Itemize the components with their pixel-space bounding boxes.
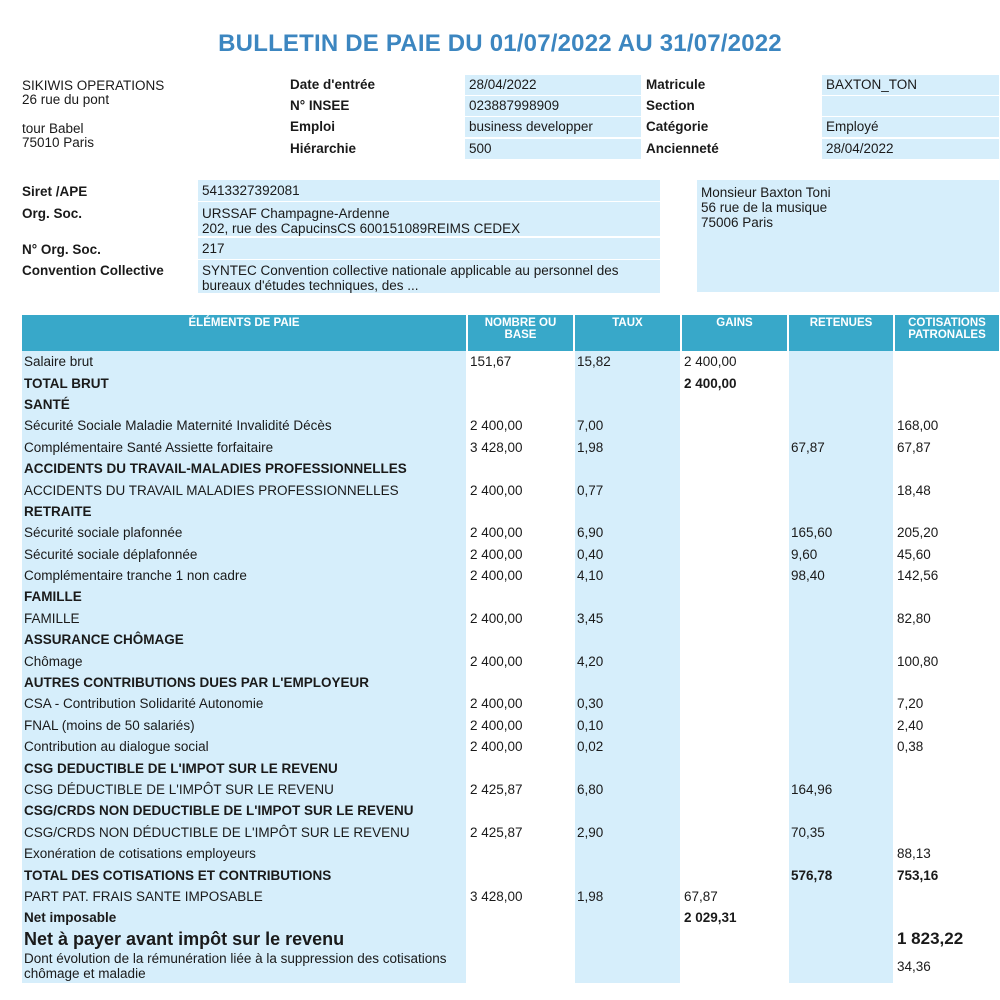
cotisations-cell: 753,16 <box>897 867 939 883</box>
taux-cell <box>575 501 680 522</box>
base-cell <box>468 757 573 778</box>
gains-cell <box>682 586 787 607</box>
table-row <box>22 415 999 436</box>
matricule-label: Matricule <box>646 77 706 92</box>
element-cell: Contribution au dialogue social <box>22 736 466 757</box>
base-cell <box>468 907 573 928</box>
gains-cell <box>682 822 787 843</box>
insee-label: N° INSEE <box>290 98 350 113</box>
gains-cell <box>682 779 787 800</box>
element-cell: Net à payer avant impôt sur le revenu <box>22 929 466 950</box>
base-cell <box>468 394 573 415</box>
gains-cell <box>682 415 787 436</box>
table-row <box>22 779 999 800</box>
employer-name: SIKIWIS OPERATIONS <box>22 78 165 93</box>
cotisations-cell <box>895 907 999 928</box>
emploi-label: Emploi <box>290 119 336 134</box>
table-row <box>22 351 999 372</box>
element-cell: FAMILLE <box>22 586 466 607</box>
gains-cell <box>682 950 787 983</box>
element-cell: TOTAL DES COTISATIONS ET CONTRIBUTIONS <box>22 864 466 885</box>
retenues-cell <box>789 650 893 671</box>
cotisations-cell: 67,87 <box>897 439 931 455</box>
table-row <box>22 565 999 586</box>
payroll-table <box>20 315 1000 983</box>
element-cell: FNAL (moins de 50 salariés) <box>22 715 466 736</box>
gains-cell: 2 029,31 <box>684 910 737 926</box>
table-row <box>22 437 999 458</box>
base-cell: 2 400,00 <box>470 482 523 498</box>
base-cell <box>468 843 573 864</box>
table-row <box>22 822 999 843</box>
matricule-value: BAXTON_TON <box>822 75 999 95</box>
emploi-value: business developper <box>465 117 641 137</box>
table-row <box>22 907 999 928</box>
taux-cell <box>575 907 680 928</box>
taux-cell: 1,98 <box>575 437 680 458</box>
element-cell: PART PAT. FRAIS SANTE IMPOSABLE <box>22 886 466 907</box>
table-row <box>22 864 999 885</box>
taux-cell: 0,02 <box>575 736 680 757</box>
categorie-value: Employé <box>822 117 999 137</box>
cotisations-cell <box>895 886 999 907</box>
element-cell: ASSURANCE CHÔMAGE <box>22 629 466 650</box>
retenues-cell: 98,40 <box>789 565 893 586</box>
base-cell: 2 425,87 <box>470 782 523 797</box>
gains-cell <box>682 693 787 714</box>
retenues-cell <box>789 800 893 821</box>
date-entree-label: Date d'entrée <box>290 77 375 92</box>
cotisations-cell: 0,38 <box>897 739 924 755</box>
base-cell: 2 400,00 <box>470 610 523 626</box>
retenues-cell <box>789 372 893 393</box>
cotisations-cell: 34,36 <box>897 958 931 974</box>
hierarchie-label: Hiérarchie <box>290 141 357 156</box>
cotisations-cell: 205,20 <box>897 525 939 541</box>
convention-label: Convention Collective <box>22 263 164 278</box>
taux-cell: 3,45 <box>575 608 680 629</box>
cotisations-cell: 142,56 <box>897 568 939 584</box>
table-row <box>22 886 999 907</box>
table-row <box>22 629 999 650</box>
retenues-cell <box>789 608 893 629</box>
taux-cell <box>575 672 680 693</box>
retenues-cell <box>789 394 893 415</box>
cotisations-cell <box>895 822 999 843</box>
cotisations-cell: 2,40 <box>897 717 924 733</box>
taux-cell: 7,00 <box>575 415 680 436</box>
retenues-cell: 9,60 <box>789 544 893 565</box>
gains-cell <box>682 501 787 522</box>
n-org-soc-label: N° Org. Soc. <box>22 242 101 257</box>
insee-value: 023887998909 <box>465 96 641 116</box>
element-cell: Sécurité Sociale Maladie Maternité Invalidité Décès <box>22 415 466 436</box>
table-row <box>22 843 999 864</box>
convention-line2: bureaux d'études techniques, des ... <box>202 278 419 293</box>
taux-cell <box>575 757 680 778</box>
base-cell: 151,67 <box>470 354 512 370</box>
taux-cell: 0,10 <box>575 715 680 736</box>
base-cell: 2 400,00 <box>470 717 523 733</box>
gains-cell <box>682 522 787 543</box>
base-cell: 2 400,00 <box>470 739 523 755</box>
org-soc-label: Org. Soc. <box>22 206 83 221</box>
taux-cell <box>575 843 680 864</box>
cotisations-cell <box>895 372 999 393</box>
employee-name: Monsieur Baxton Toni <box>701 185 831 200</box>
employee-address-line1: 56 rue de la musique <box>701 200 828 215</box>
taux-cell: 2,90 <box>575 822 680 843</box>
element-cell: FAMILLE <box>22 608 466 629</box>
element-cell: TOTAL BRUT <box>22 372 466 393</box>
org-soc-line1: URSSAF Champagne-Ardenne <box>202 206 390 221</box>
taux-cell: 1,98 <box>575 886 680 907</box>
employer-address-line2: tour Babel <box>22 121 84 136</box>
table-row <box>22 586 999 607</box>
siret-value: 5413327392081 <box>198 180 660 201</box>
cotisations-cell: 1 823,22 <box>897 929 964 949</box>
base-cell <box>468 501 573 522</box>
base-cell <box>468 929 573 950</box>
element-cell: CSG/CRDS NON DÉDUCTIBLE DE L'IMPÔT SUR LE REVENU <box>22 822 466 843</box>
cotisations-cell <box>895 586 999 607</box>
cotisations-cell: 7,20 <box>897 696 924 712</box>
element-cell: CSG DEDUCTIBLE DE L'IMPOT SUR LE REVENU <box>22 757 466 778</box>
header-elements: ÉLÉMENTS DE PAIE <box>22 315 466 351</box>
base-cell: 2 400,00 <box>470 696 523 712</box>
base-cell <box>468 629 573 650</box>
gains-cell <box>682 864 787 885</box>
table-row <box>22 929 999 950</box>
employee-address-line2: 75006 Paris <box>701 215 774 230</box>
element-cell: Sécurité sociale plafonnée <box>22 522 466 543</box>
gains-cell <box>682 479 787 500</box>
table-row <box>22 650 999 671</box>
taux-cell: 4,20 <box>575 650 680 671</box>
cotisations-cell <box>895 672 999 693</box>
retenues-cell <box>789 586 893 607</box>
taux-cell: 0,30 <box>575 693 680 714</box>
gains-cell: 2 400,00 <box>684 354 737 370</box>
retenues-cell <box>789 458 893 479</box>
retenues-cell <box>789 629 893 650</box>
taux-cell <box>575 586 680 607</box>
table-row <box>22 736 999 757</box>
header-retenues: RETENUES <box>789 315 893 351</box>
taux-cell <box>575 394 680 415</box>
element-cell: Chômage <box>22 650 466 671</box>
payroll-table-body <box>22 351 999 983</box>
siret-label: Siret /APE <box>22 184 88 199</box>
element-cell: Net imposable <box>22 907 466 928</box>
base-cell <box>468 458 573 479</box>
base-cell: 3 428,00 <box>470 439 523 455</box>
cotisations-cell <box>895 458 999 479</box>
gains-cell <box>682 544 787 565</box>
taux-cell: 6,90 <box>575 522 680 543</box>
page-title: BULLETIN DE PAIE DU 01/07/2022 AU 31/07/2022 <box>218 30 782 57</box>
retenues-cell <box>789 351 893 372</box>
cotisations-cell <box>895 394 999 415</box>
gains-cell <box>682 458 787 479</box>
gains-cell: 67,87 <box>684 888 718 904</box>
table-row <box>22 501 999 522</box>
gains-cell <box>682 929 787 950</box>
gains-cell <box>682 736 787 757</box>
element-cell: CSG/CRDS NON DEDUCTIBLE DE L'IMPOT SUR LE REVENU <box>22 800 466 821</box>
n-org-soc-value: 217 <box>198 238 660 259</box>
anciennete-value: 28/04/2022 <box>822 139 999 159</box>
taux-cell <box>575 800 680 821</box>
base-cell: 2 400,00 <box>470 525 523 541</box>
retenues-cell <box>789 715 893 736</box>
base-cell <box>468 586 573 607</box>
cotisations-cell: 82,80 <box>897 610 931 626</box>
retenues-cell <box>789 693 893 714</box>
org-soc-value <box>198 202 660 236</box>
table-row <box>22 672 999 693</box>
base-cell <box>468 864 573 885</box>
retenues-cell <box>789 886 893 907</box>
cotisations-cell <box>895 501 999 522</box>
element-cell: Sécurité sociale déplafonnée <box>22 544 466 565</box>
retenues-cell <box>789 757 893 778</box>
table-row <box>22 522 999 543</box>
base-cell <box>468 372 573 393</box>
taux-cell <box>575 458 680 479</box>
retenues-cell <box>789 907 893 928</box>
retenues-cell <box>789 479 893 500</box>
cotisations-cell <box>895 757 999 778</box>
taux-cell <box>575 950 680 983</box>
gains-cell <box>682 715 787 736</box>
convention-value <box>198 260 660 293</box>
cotisations-cell <box>895 779 999 800</box>
categorie-label: Catégorie <box>646 119 709 134</box>
table-header-row <box>22 315 999 351</box>
table-row <box>22 950 999 983</box>
table-row <box>22 372 999 393</box>
table-row <box>22 608 999 629</box>
cotisations-cell: 100,80 <box>897 653 939 669</box>
gains-cell <box>682 800 787 821</box>
gains-cell <box>682 565 787 586</box>
employer-address-line1: 26 rue du pont <box>22 92 110 107</box>
taux-cell: 6,80 <box>575 779 680 800</box>
taux-cell <box>575 629 680 650</box>
base-cell <box>468 672 573 693</box>
gains-cell <box>682 650 787 671</box>
retenues-cell <box>789 929 893 950</box>
cotisations-cell: 45,60 <box>897 546 931 562</box>
retenues-cell <box>789 736 893 757</box>
element-cell: SANTÉ <box>22 394 466 415</box>
element-cell: Complémentaire Santé Assiette forfaitaire <box>22 437 466 458</box>
cotisations-cell: 88,13 <box>897 846 931 862</box>
table-row <box>22 394 999 415</box>
convention-line1: SYNTEC Convention collective nationale applicable au personnel des <box>202 263 619 278</box>
employer-address-line3: 75010 Paris <box>22 135 95 150</box>
element-cell: AUTRES CONTRIBUTIONS DUES PAR L'EMPLOYEUR <box>22 672 466 693</box>
table-row <box>22 715 999 736</box>
base-cell: 2 425,87 <box>470 824 523 840</box>
element-cell: CSA - Contribution Solidarité Autonomie <box>22 693 466 714</box>
section-value <box>822 96 999 116</box>
header-base: NOMBRE OU BASE <box>468 315 573 351</box>
table-row <box>22 757 999 778</box>
element-cell: ACCIDENTS DU TRAVAIL-MALADIES PROFESSIONNELLES <box>22 458 466 479</box>
table-row <box>22 458 999 479</box>
taux-cell: 15,82 <box>575 351 680 372</box>
element-cell: Exonération de cotisations employeurs <box>22 843 466 864</box>
base-cell: 2 400,00 <box>470 546 523 562</box>
retenues-cell: 165,60 <box>789 522 893 543</box>
gains-cell <box>682 672 787 693</box>
employee-address-box <box>697 180 999 292</box>
table-row <box>22 800 999 821</box>
taux-cell <box>575 372 680 393</box>
table-row <box>22 544 999 565</box>
element-cell: ACCIDENTS DU TRAVAIL MALADIES PROFESSIONNELLES <box>22 479 466 500</box>
gains-cell <box>682 843 787 864</box>
base-cell <box>468 950 573 983</box>
section-label: Section <box>646 98 695 113</box>
table-row <box>22 479 999 500</box>
gains-cell: 2 400,00 <box>684 375 737 391</box>
taux-cell: 4,10 <box>575 565 680 586</box>
element-cell: CSG DÉDUCTIBLE DE L'IMPÔT SUR LE REVENU <box>22 779 466 800</box>
cotisations-cell: 18,48 <box>897 482 931 498</box>
retenues-cell <box>789 501 893 522</box>
header-taux: TAUX <box>575 315 680 351</box>
cotisations-cell <box>895 351 999 372</box>
base-cell: 3 428,00 <box>470 888 523 904</box>
table-row <box>22 693 999 714</box>
cotisations-cell: 168,00 <box>897 418 939 434</box>
hierarchie-value: 500 <box>465 139 641 159</box>
retenues-cell: 576,78 <box>789 864 893 885</box>
base-cell <box>468 800 573 821</box>
header-gains: GAINS <box>682 315 787 351</box>
gains-cell <box>682 608 787 629</box>
gains-cell <box>682 629 787 650</box>
retenues-cell <box>789 950 893 983</box>
base-cell: 2 400,00 <box>470 418 523 434</box>
taux-cell: 0,77 <box>575 479 680 500</box>
taux-cell: 0,40 <box>575 544 680 565</box>
header-cotisations-patronales: COTISATIONS PATRONALES <box>895 315 999 351</box>
retenues-cell <box>789 672 893 693</box>
gains-cell <box>682 394 787 415</box>
base-cell: 2 400,00 <box>470 653 523 669</box>
element-cell: RETRAITE <box>22 501 466 522</box>
gains-cell <box>682 757 787 778</box>
cotisations-cell <box>895 800 999 821</box>
gains-cell <box>682 437 787 458</box>
base-cell: 2 400,00 <box>470 568 523 584</box>
org-soc-line2: 202, rue des CapucinsCS 600151089REIMS CEDEX <box>202 221 521 236</box>
anciennete-label: Ancienneté <box>646 141 719 156</box>
taux-cell <box>575 929 680 950</box>
retenues-cell: 164,96 <box>789 779 893 800</box>
retenues-cell <box>789 415 893 436</box>
retenues-cell: 67,87 <box>789 437 893 458</box>
taux-cell <box>575 864 680 885</box>
cotisations-cell <box>895 629 999 650</box>
element-cell: Dont évolution de la rémunération liée à la suppression des cotisations chômage et maladie <box>22 950 466 983</box>
date-entree-value: 28/04/2022 <box>465 75 641 95</box>
element-cell: Complémentaire tranche 1 non cadre <box>22 565 466 586</box>
retenues-cell: 70,35 <box>789 822 893 843</box>
element-cell: Salaire brut <box>22 351 466 372</box>
retenues-cell <box>789 843 893 864</box>
